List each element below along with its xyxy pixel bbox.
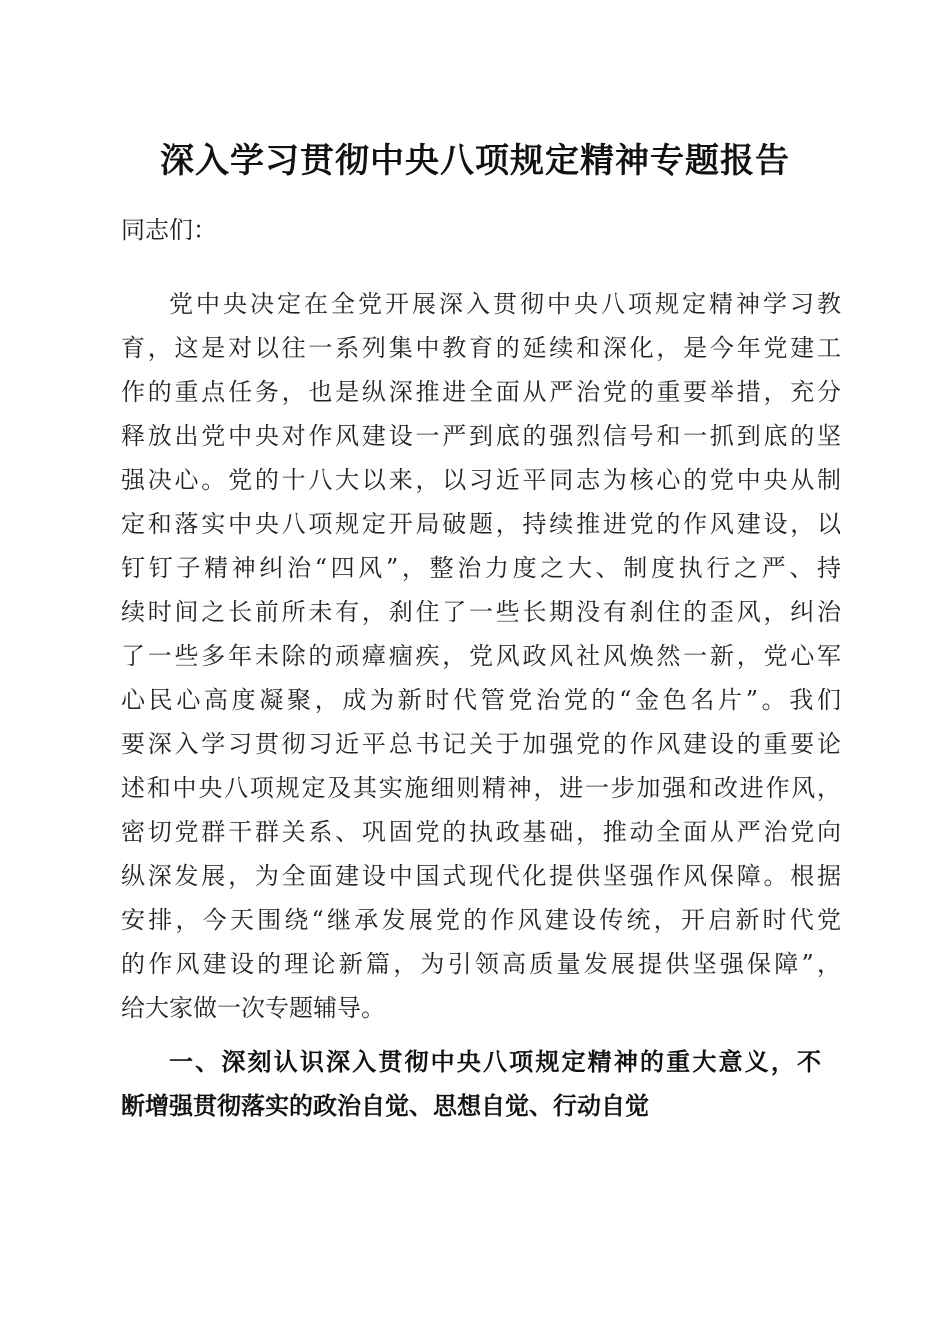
paragraph-line: 释放出党中央对作风建设一严到底的强烈信号和一抓到底的坚 bbox=[121, 422, 841, 450]
paragraph-line: 心民心高度凝聚，成为新时代管党治党的“金色名片”。我们 bbox=[121, 686, 841, 714]
paragraph-line: 安排，今天围绕“继承发展党的作风建设传统，开启新时代党 bbox=[121, 906, 841, 934]
paragraph-line: 的作风建设的理论新篇，为引领高质量发展提供坚强保障”， bbox=[121, 950, 841, 978]
paragraph-line: 育，这是对以往一系列集中教育的延续和深化，是今年党建工 bbox=[121, 334, 841, 362]
paragraph-line: 党中央决定在全党开展深入贯彻中央八项规定精神学习教 bbox=[169, 290, 841, 318]
paragraph-line: 作的重点任务，也是纵深推进全面从严治党的重要举措，充分 bbox=[121, 378, 841, 406]
document-title: 深入学习贯彻中央八项规定精神专题报告 bbox=[160, 141, 790, 181]
paragraph-line: 续时间之长前所未有，刹住了一些长期没有刹住的歪风，纠治 bbox=[121, 598, 841, 626]
section-heading-line: 一、深刻认识深入贯彻中央八项规定精神的重大意义，不 bbox=[169, 1048, 821, 1076]
section-heading-line: 断增强贯彻落实的政治自觉、思想自觉、行动自觉 bbox=[121, 1092, 649, 1120]
salutation: 同志们： bbox=[121, 216, 217, 244]
paragraph-line: 了一些多年未除的顽瘴痼疾，党风政风社风焕然一新，党心军 bbox=[121, 642, 841, 670]
paragraph-line: 述和中央八项规定及其实施细则精神，进一步加强和改进作风， bbox=[121, 774, 841, 802]
paragraph-line: 要深入学习贯彻习近平总书记关于加强党的作风建设的重要论 bbox=[121, 730, 841, 758]
paragraph-line: 定和落实中央八项规定开局破题，持续推进党的作风建设，以 bbox=[121, 510, 841, 538]
paragraph-line: 强决心。党的十八大以来，以习近平同志为核心的党中央从制 bbox=[121, 466, 841, 494]
paragraph-line: 密切党群干群关系、巩固党的执政基础，推动全面从严治党向 bbox=[121, 818, 841, 846]
paragraph-line: 给大家做一次专题辅导。 bbox=[121, 994, 385, 1022]
paragraph-line: 纵深发展，为全面建设中国式现代化提供坚强作风保障。根据 bbox=[121, 862, 841, 890]
paragraph-line: 钉钉子精神纠治“四风”，整治力度之大、制度执行之严、持 bbox=[121, 554, 841, 582]
